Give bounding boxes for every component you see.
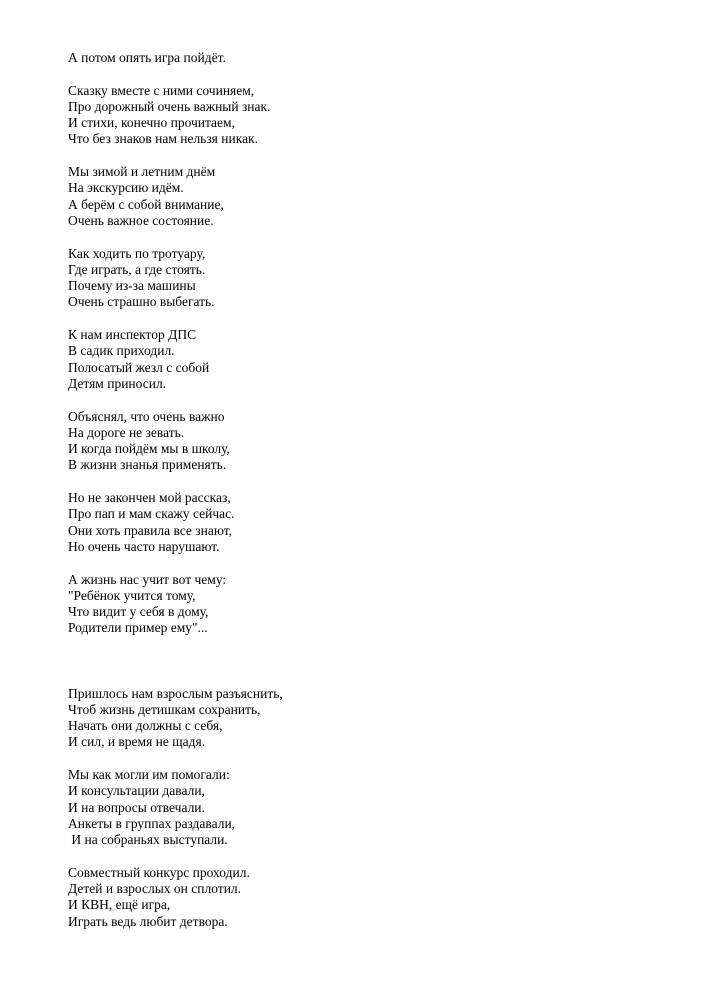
poem-line: Про дорожный очень важный знак. <box>68 98 271 114</box>
poem-line: Начать они должны с себя, <box>68 718 223 734</box>
stanza <box>68 490 668 555</box>
poem-line: И стихи, конечно прочитаем, <box>68 115 235 131</box>
poem-line: И консультации давали, <box>68 783 205 799</box>
stanza <box>68 865 668 930</box>
poem-line: Детям приносил. <box>68 375 167 391</box>
poem-line: "Ребёнок учится тому, <box>68 587 196 603</box>
poem-line: Но не закончен мой рассказ, <box>68 490 231 506</box>
poem-line: Почему из-за машины <box>68 278 196 294</box>
poem-line: Что видит у себя в дому, <box>68 604 209 620</box>
stanza <box>68 83 668 148</box>
stanza <box>68 50 668 66</box>
poem-line: Очень страшно выбегать. <box>68 294 215 310</box>
poem-line: Про пап и мам скажу сейчас. <box>68 506 235 522</box>
poem-line: Чтоб жизнь детишкам сохранить, <box>68 701 261 717</box>
poem-line: И КВН, ещё игра, <box>68 897 171 913</box>
poem-line: Но очень часто нарушают. <box>68 538 220 554</box>
poem-line: Что без знаков нам нельзя никак. <box>68 131 258 147</box>
poem-line: На экскурсию идём. <box>68 180 184 196</box>
poem-line: И на вопросы отвечали. <box>68 799 205 815</box>
poem-line: К нам инспектор ДПС <box>68 327 197 343</box>
stanza <box>68 327 668 392</box>
stanza <box>68 767 668 848</box>
poem-line: Очень важное состояние. <box>68 212 214 228</box>
poem-line: Детей и взрослых он сплотил. <box>68 881 242 897</box>
poem-line: И на собраньях выступали. <box>68 832 228 848</box>
stanza <box>68 164 668 229</box>
poem-line: Анкеты в группах раздавали, <box>68 815 236 831</box>
poem-line: Сказку вместе с ними сочиняем, <box>68 82 255 98</box>
poem-line: Где играть, а где стоять. <box>68 261 206 277</box>
poem-line: Пришлось нам взрослым разъяснить, <box>68 685 283 701</box>
poem-line: В садик приходил. <box>68 343 175 359</box>
poem-line: Они хоть правила все знают, <box>68 522 233 538</box>
poem-text <box>68 50 668 946</box>
poem-line: На дороге не зевать. <box>68 424 185 440</box>
stanza <box>68 572 668 637</box>
poem-line: А жизнь нас учит вот чему: <box>68 571 227 587</box>
poem-line: Как ходить по тротуару, <box>68 245 206 261</box>
poem-line: В жизни знанья применять. <box>68 457 227 473</box>
poem-line: Играть ведь любит детвора. <box>68 913 228 929</box>
stanza <box>68 686 668 751</box>
poem-line: Полосатый жезл с собой <box>68 359 210 375</box>
poem-line: Мы как могли им помогали: <box>68 767 230 783</box>
stanza <box>68 246 668 311</box>
poem-line: А потом опять игра пойдёт. <box>68 50 226 65</box>
poem-line: Совместный конкурс проходил. <box>68 864 250 880</box>
poem-line: Мы зимой и летним днём <box>68 164 216 180</box>
stanza <box>68 409 668 474</box>
poem-line: А берём с собой внимание, <box>68 196 224 212</box>
poem-line: И сил, и время не щадя. <box>68 734 206 750</box>
poem-line: Родители пример ему"... <box>68 620 208 636</box>
poem-line: И когда пойдём мы в школу, <box>68 441 230 457</box>
poem-line: Объяснял, что очень важно <box>68 408 225 424</box>
